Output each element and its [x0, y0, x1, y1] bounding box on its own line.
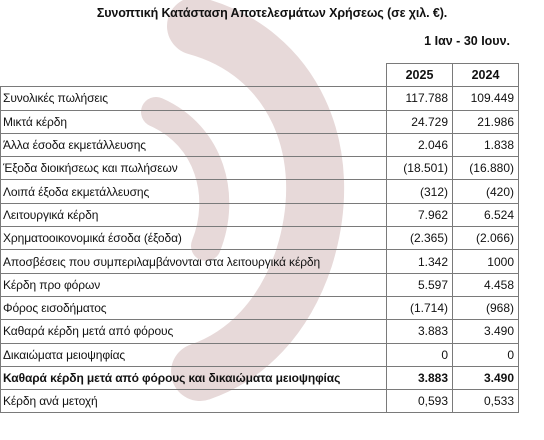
value-2024: (968): [453, 296, 519, 319]
value-2024: 4.458: [453, 273, 519, 296]
value-2024: 6.524: [453, 203, 519, 226]
value-2025: (312): [387, 180, 453, 203]
value-2025: 0: [387, 343, 453, 366]
table-header-row: [1, 64, 519, 87]
row-label: Χρηματοοικονομικά έσοδα (έξοδα): [1, 227, 387, 250]
value-2024: 1.838: [453, 133, 519, 156]
value-2024: 3.490: [453, 320, 519, 343]
row-label: Άλλα έσοδα εκμετάλλευσης: [1, 133, 387, 156]
value-2025: (1.714): [387, 296, 453, 319]
value-2024: (16.880): [453, 157, 519, 180]
row-label: Έξοδα διοικήσεως και πωλήσεων: [1, 157, 387, 180]
table-row: [1, 343, 519, 366]
value-2024: 0: [453, 343, 519, 366]
table-row: [1, 110, 519, 133]
table-row: [1, 390, 519, 413]
value-2024: 109.449: [453, 87, 519, 110]
table-row: [1, 133, 519, 156]
value-2025: 0,593: [387, 390, 453, 413]
value-2025: (18.501): [387, 157, 453, 180]
row-label: Κέρδη ανά μετοχή: [1, 390, 387, 413]
table-row: [1, 203, 519, 226]
table-row: [1, 296, 519, 319]
value-2025: 24.729: [387, 110, 453, 133]
statement-title: Συνοπτική Κατάσταση Αποτελεσμάτων Χρήσεως (σε χιλ. €).: [96, 6, 448, 20]
value-2024: 0,533: [453, 390, 519, 413]
row-label: Καθαρά κέρδη μετά από φόρους και δικαιώματα μειοψηφίας: [1, 366, 387, 389]
value-2025: 3.883: [387, 320, 453, 343]
row-label: Συνολικές πωλήσεις: [1, 87, 387, 110]
table-body: [1, 87, 519, 413]
value-2024: (2.066): [453, 227, 519, 250]
table-row: [1, 227, 519, 250]
row-label: Μικτά κέρδη: [1, 110, 387, 133]
row-label: Λοιπά έξοδα εκμετάλλευσης: [1, 180, 387, 203]
row-label: Δικαιώματα μειοψηφίας: [1, 343, 387, 366]
value-2024: 21.986: [453, 110, 519, 133]
value-2025: 117.788: [387, 87, 453, 110]
table-row: [1, 157, 519, 180]
column-header-2024: 2024: [453, 64, 519, 87]
row-label: Καθαρά κέρδη μετά από φόρους: [1, 320, 387, 343]
value-2025: 5.597: [387, 273, 453, 296]
column-header-2025: 2025: [387, 64, 453, 87]
row-label: Κέρδη προ φόρων: [1, 273, 387, 296]
table-row: [1, 180, 519, 203]
value-2024: (420): [453, 180, 519, 203]
row-label: Φόρος εισοδήματος: [1, 296, 387, 319]
row-label: Λειτουργικά κέρδη: [1, 203, 387, 226]
period-label: 1 Ιαν - 30 Ιουν.: [424, 34, 510, 48]
table-row: [1, 366, 519, 389]
value-2025: 2.046: [387, 133, 453, 156]
table-row: [1, 87, 519, 110]
value-2025: (2.365): [387, 227, 453, 250]
value-2025: 7.962: [387, 203, 453, 226]
table-row: [1, 273, 519, 296]
row-label: Αποσβέσεις που συμπεριλαμβάνονται στα λειτουργικά κέρδη: [1, 250, 387, 273]
table-row: [1, 320, 519, 343]
value-2024: 1000: [453, 250, 519, 273]
value-2025: 3.883: [387, 366, 453, 389]
income-statement-table: [0, 63, 519, 413]
table-row: [1, 250, 519, 273]
value-2025: 1.342: [387, 250, 453, 273]
header-blank-cell: [1, 64, 387, 87]
value-2024: 3.490: [453, 366, 519, 389]
